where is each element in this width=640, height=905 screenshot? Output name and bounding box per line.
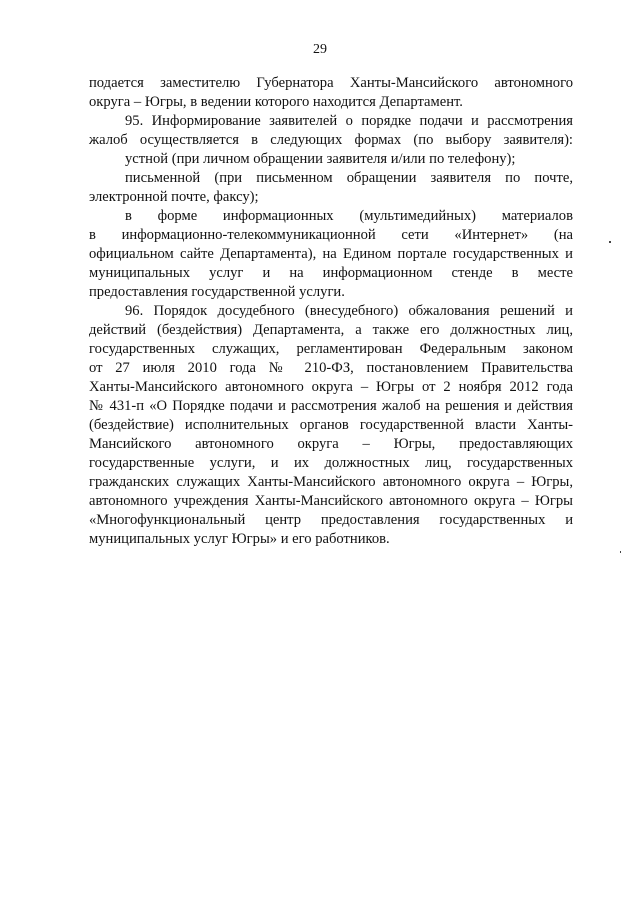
text-line: № 431-п «О Порядке подачи и рассмотрения жалоб на решения и действия <box>89 398 573 414</box>
text-line: предоставления государственной услуги. <box>89 284 345 300</box>
page-number: 29 <box>313 42 327 57</box>
text-line: государственных служащих, регламентирован Федеральным законом <box>89 341 573 357</box>
text-line: «Многофункциональный центр предоставления государственных и <box>89 512 573 528</box>
text-line: подается заместителю Губернатора Ханты-Мансийского автономного <box>89 75 573 91</box>
text-line: официальном сайте Департамента), на Едином портале государственных и <box>89 246 573 262</box>
text-line: округа – Югры, в ведении которого находится Департамент. <box>89 94 463 110</box>
text-line: муниципальных услуг Югры» и его работников. <box>89 531 390 547</box>
paragraph-95-start: 95. Информирование заявителей о порядке подачи и рассмотрения <box>125 113 573 129</box>
list-item-oral: устной (при личном обращении заявителя и/или по телефону); <box>125 151 516 167</box>
text-line: в информационно-телекоммуникационной сети «Интернет» (на <box>89 227 573 243</box>
list-item-media: в форме информационных (мультимедийных) материалов <box>125 208 573 224</box>
text-line: государственные услуги, и их должностных лиц, государственных <box>89 455 573 471</box>
list-item-written: письменной (при письменном обращении заявителя по почте, <box>125 170 573 186</box>
text-line: гражданских служащих Ханты-Мансийского автономного округа – Югры, <box>89 474 573 490</box>
text-line: электронной почте, факсу); <box>89 189 259 205</box>
text-line: Мансийского автономного округа – Югры, предоставляющих <box>89 436 573 452</box>
paragraph-96-start: 96. Порядок досудебного (внесудебного) обжалования решений и <box>125 303 573 319</box>
text-line: действий (бездействия) Департамента, а также его должностных лиц, <box>89 322 573 338</box>
text-line: Ханты-Мансийского автономного округа – Югры от 2 ноября 2012 года <box>89 379 573 395</box>
text-line: от 27 июля 2010 года № 210-ФЗ, постановлением Правительства <box>89 360 573 376</box>
scan-speck <box>620 551 621 553</box>
text-line: муниципальных услуг и на информационном стенде в месте <box>89 265 573 281</box>
scan-speck <box>609 241 611 243</box>
text-line: (бездействие) исполнительных органов государственной власти Ханты- <box>89 417 573 433</box>
text-line: жалоб осуществляется в следующих формах (по выбору заявителя): <box>89 132 573 148</box>
text-line: автономного учреждения Ханты-Мансийского автономного округа – Югры <box>89 493 573 509</box>
document-body <box>89 74 573 549</box>
